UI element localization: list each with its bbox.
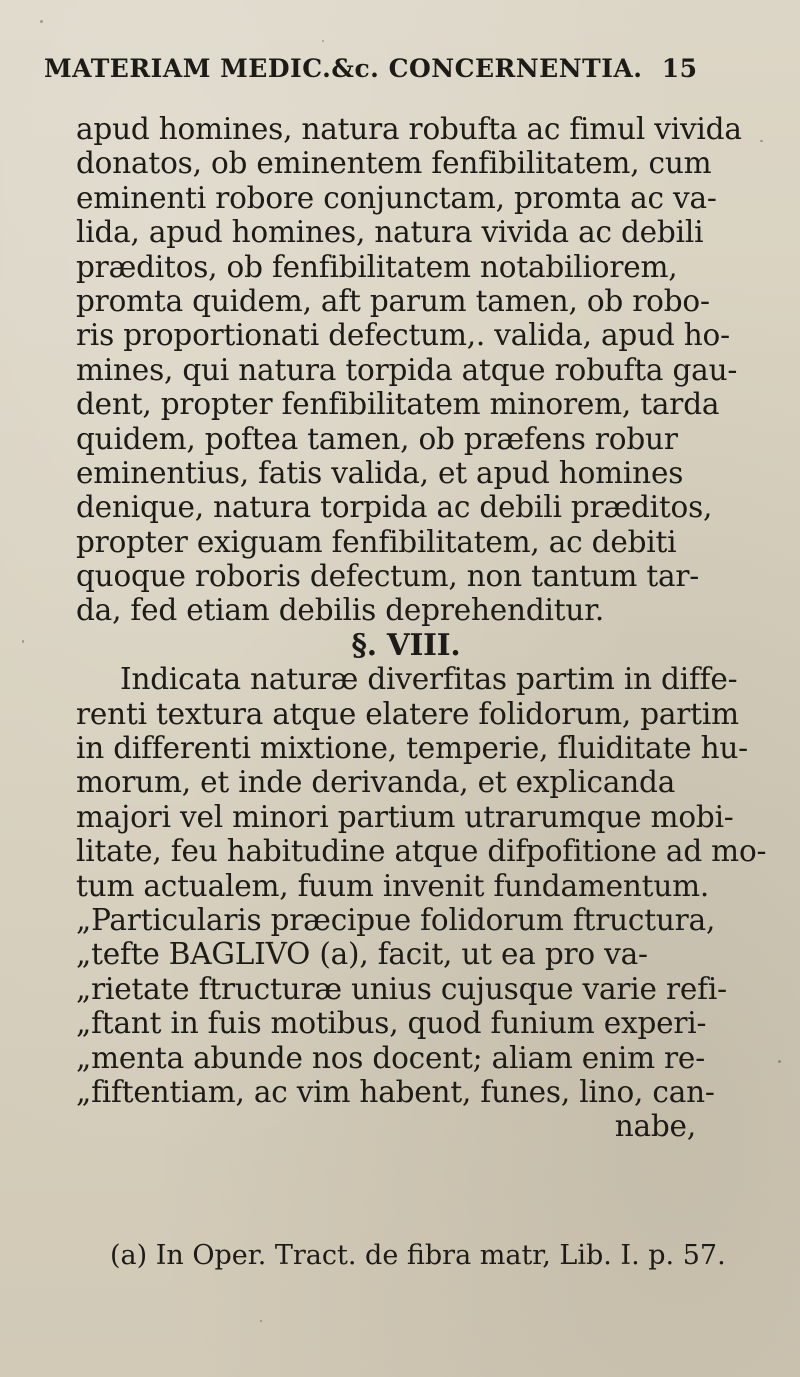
ink-speck (778, 1060, 781, 1063)
text-line: in differenti mixtione, temperie, fluiditate hu- (76, 731, 748, 766)
text-line: quoque roboris defectum, non tantum tar- (76, 559, 700, 594)
text-line: Indicata naturæ diverfitas partim in diffe- (120, 662, 738, 697)
text-line: litate, feu habitudine atque difpofitione ad mo- (76, 834, 767, 869)
text-line: renti textura atque elatere folidorum, partim (76, 696, 739, 731)
text-line: donatos, ob eminentem fenfibilitatem, cum (76, 146, 712, 181)
text-line: promta quidem, aft parum tamen, ob robo- (76, 283, 710, 318)
text-line: præditos, ob fenfibilitatem notabiliorem, (76, 249, 678, 284)
ink-speck (760, 140, 763, 142)
quoted-line: „rietate ftructuræ unius cujusque varie refi- (76, 971, 727, 1006)
ink-speck (22, 640, 24, 643)
quoted-line: „tefte BAGLIVO (a), facit, ut ea pro va- (76, 937, 648, 972)
text-line: lida, apud homines, natura vivida ac debili (76, 215, 704, 250)
ink-speck (260, 1320, 262, 1322)
running-title: MATERIAM MEDIC.&c. CONCERNENTIA. (44, 54, 643, 83)
main-text (76, 112, 767, 1144)
text-line: denique, natura torpida ac debili præditos, (76, 490, 713, 525)
footnote: (a) In Oper. Tract. de fibra matr, Lib. I. p. 57. (110, 1240, 726, 1271)
text-line: dent, propter fenfibilitatem minorem, tarda (76, 387, 720, 422)
quoted-line: „ftant in fuis motibus, quod funium experi- (76, 1006, 707, 1041)
text-line: quidem, poftea tamen, ob præfens robur (76, 421, 678, 456)
text-line: apud homines, natura robufta ac fimul vivida (76, 112, 742, 146)
text-line: propter exiguam fenfibilitatem, ac debiti (76, 524, 677, 559)
ink-speck (40, 20, 43, 23)
section-heading: §. VIII. (351, 626, 461, 662)
text-line: da, fed etiam debilis deprehenditur. (76, 593, 605, 628)
text-line: mines, qui natura torpida atque robufta gau- (76, 352, 738, 387)
quoted-line: „fiftentiam, ac vim habent, funes, lino, can- (76, 1074, 715, 1109)
text-line: eminentius, fatis valida, et apud homines (76, 455, 684, 490)
running-header (44, 54, 764, 83)
page-number: 15 (661, 54, 698, 83)
catchword: nabe, (614, 1109, 696, 1144)
text-line: ris proportionati defectum,. valida, apud ho- (76, 318, 730, 353)
text-line: majori vel minori partium utrarumque mobi- (76, 799, 734, 834)
text-line: eminenti robore conjunctam, promta ac va- (76, 180, 717, 215)
ink-speck (322, 40, 324, 42)
quoted-line: „menta abunde nos docent; aliam enim re- (76, 1040, 705, 1075)
text-line: tum actualem, fuum invenit fundamentum. (76, 868, 710, 903)
quoted-line: „Particularis præcipue folidorum ftructura, (76, 902, 716, 937)
text-line: morum, et inde derivanda, et explicanda (76, 765, 676, 800)
